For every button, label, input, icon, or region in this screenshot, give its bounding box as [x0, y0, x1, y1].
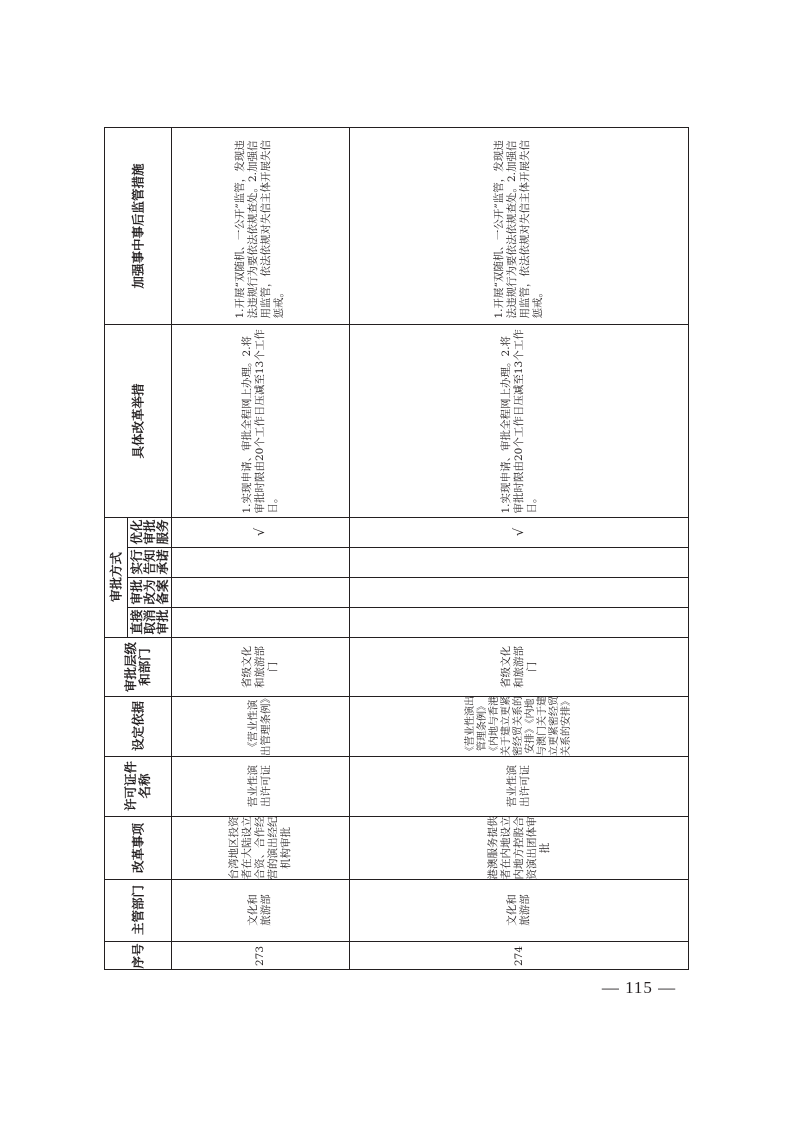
header-approach: 审批方式 — [107, 552, 123, 603]
table-row-274-serial: 274 — [512, 945, 525, 966]
table-row-274-measures: 1.实现申请、审批全程网上办理。2.将审批时限由20个工作日压减至13个工作日。 — [499, 328, 538, 513]
header-department: 主管部门 — [129, 885, 145, 936]
table-row-273-level: 省级文化和旅游部门 — [240, 645, 279, 688]
table-row-273-measures: 1.实现申请、审批全程网上办理。2.将审批时限由20个工作日压减至13个工作日。 — [240, 328, 279, 513]
table-row-273-department: 文化和旅游部 — [247, 894, 272, 926]
table-row-273-optimize: √ — [252, 527, 268, 537]
table-row-274-item: 港澳服务提供者在内地设立内地方控股合资演出团体审批 — [486, 816, 551, 879]
header-license: 许可证件名称 — [122, 761, 152, 812]
header-item: 改革事项 — [129, 822, 145, 873]
table-row-274-notify — [349, 547, 689, 577]
header-approach-optimize: 优化审批服务 — [128, 519, 170, 545]
table-row-273-record — [171, 577, 349, 607]
header-level: 审批层级和部门 — [122, 641, 152, 692]
table-row-274-supervision: 1.开展“双随机、一公开”监管，发现违法违规行为要依法依规查处。2.加强信用监管，依法依规对失信主体开展失信惩戒。 — [493, 139, 544, 318]
header-approach-record: 审批改为备案 — [128, 579, 170, 605]
table-row-273-serial: 273 — [253, 945, 266, 966]
header-serial: 序号 — [129, 943, 145, 969]
header-approach-cancel: 直接取消审批 — [128, 609, 170, 635]
header-supervision: 加强事中事后监管措施 — [129, 163, 145, 289]
table-row-273-basis: 《营业性演出管理条例》 — [247, 693, 272, 756]
table-row-274-cancel — [349, 607, 689, 637]
table-row-274-level: 省级文化和旅游部门 — [499, 645, 538, 688]
table-row-273-item: 台湾地区投资者在大陆设立合资、合作经营的演出经纪机构审批 — [227, 816, 292, 879]
table-row-274-license: 营业性演出许可证 — [506, 765, 531, 807]
table-row-274-basis: 《营业性演出管理条例》《内地与香港关于建立更紧密经贸关系的安排》《内地与澳门关于建立更紧密经贸关系的安排》 — [465, 696, 572, 756]
table-row-273-notify — [171, 547, 349, 577]
table-row-274-record — [349, 577, 689, 607]
table-row-273-license: 营业性演出许可证 — [247, 765, 272, 807]
header-approach-notify: 实行告知承诺 — [128, 549, 170, 575]
page-number: — 115 — — [601, 978, 677, 997]
table-row-273-cancel — [171, 607, 349, 637]
table-row-274-department: 文化和旅游部 — [506, 894, 531, 926]
header-measures: 具体改革举措 — [129, 383, 145, 459]
table-row-273-supervision: 1.开展“双随机、一公开”监管，发现违法违规行为要依法依规查处。2.加强信用监管，依法依规对失信主体开展失信惩戒。 — [234, 139, 285, 318]
table-row-274-optimize: √ — [511, 527, 527, 537]
header-basis: 设定依据 — [129, 701, 145, 752]
